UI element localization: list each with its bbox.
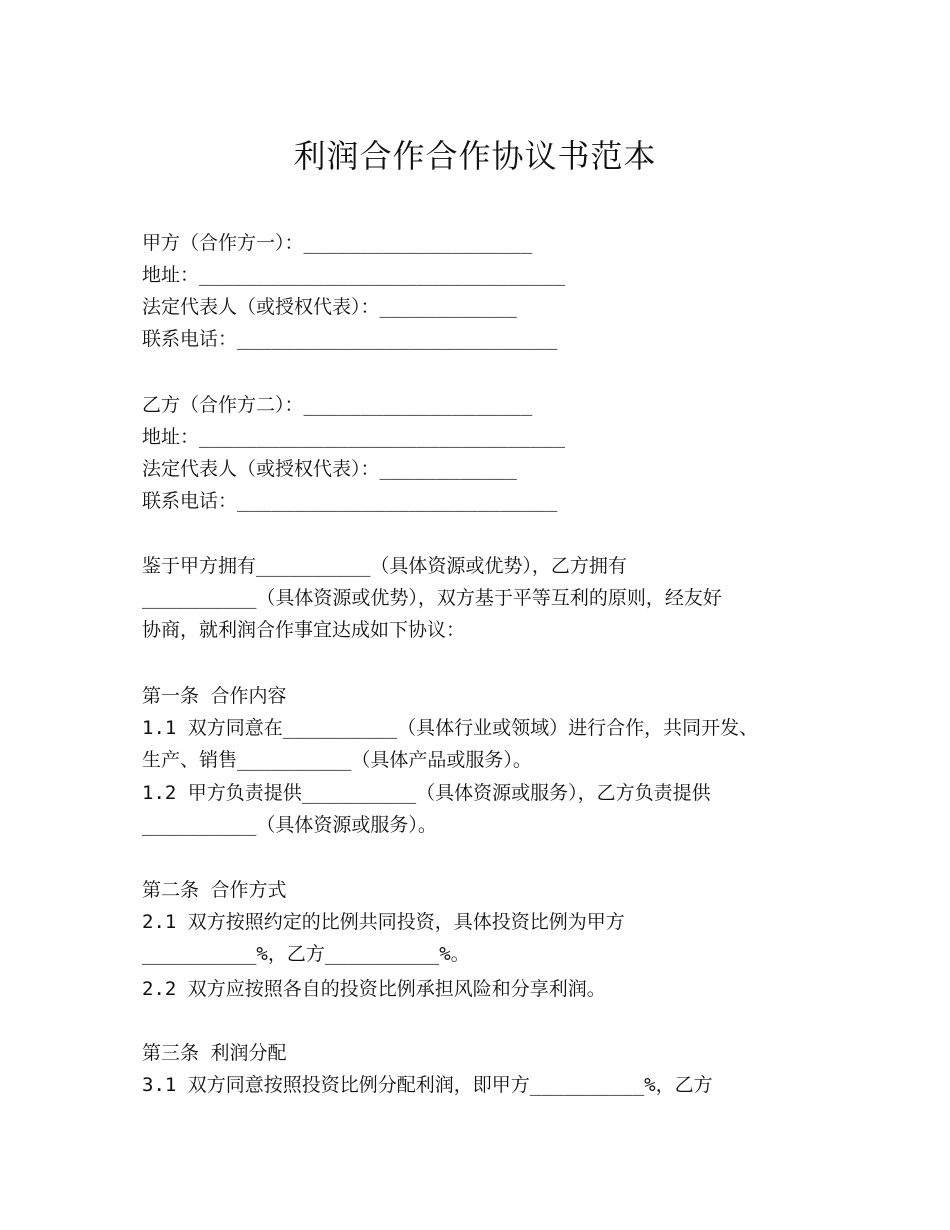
party-a-address-line: 地址：________________________________: [142, 264, 566, 286]
article-3-heading: 第三条 利润分配: [142, 1042, 287, 1064]
party-a-phone-line: 联系电话：____________________________: [142, 328, 558, 350]
article-1-line: 1.1 双方同意在__________（具体行业或领域）进行合作，共同开发、: [142, 717, 759, 739]
preamble-line: 协商，就利润合作事宜达成如下协议：: [142, 619, 466, 641]
party-b-name-line: 乙方（合作方二）：____________________: [142, 394, 533, 416]
preamble-line: __________（具体资源或优势），双方基于平等互利的原则，经友好: [142, 587, 722, 609]
article-2-line: 2.1 双方按照约定的比例共同投资，具体投资比例为甲方: [142, 911, 625, 933]
party-a-rep-line: 法定代表人（或授权代表）：____________: [142, 296, 517, 318]
article-2-line: 2.2 双方应按照各自的投资比例承担风险和分享利润。: [142, 978, 606, 1000]
preamble-line: 鉴于甲方拥有__________（具体资源或优势），乙方拥有: [142, 555, 627, 577]
party-b-phone-line: 联系电话：____________________________: [142, 490, 558, 512]
article-2-heading: 第二条 合作方式: [142, 879, 287, 901]
article-3-line: 3.1 双方同意按照投资比例分配利润，即甲方__________%，乙方: [142, 1074, 713, 1096]
article-1-line: __________（具体资源或服务）。: [142, 814, 437, 836]
article-1-line: 1.2 甲方负责提供__________（具体资源或服务），乙方负责提供: [142, 782, 711, 804]
party-b-address-line: 地址：________________________________: [142, 426, 566, 448]
article-1-heading: 第一条 合作内容: [142, 685, 287, 707]
party-b-rep-line: 法定代表人（或授权代表）：____________: [142, 458, 517, 480]
article-2-line: __________%，乙方__________%。: [142, 943, 470, 965]
party-a-name-line: 甲方（合作方一）：____________________: [142, 232, 533, 254]
article-1-line: 生产、销售__________（具体产品或服务）。: [142, 749, 532, 771]
document-title: 利润合作合作协议书范本: [293, 137, 657, 175]
